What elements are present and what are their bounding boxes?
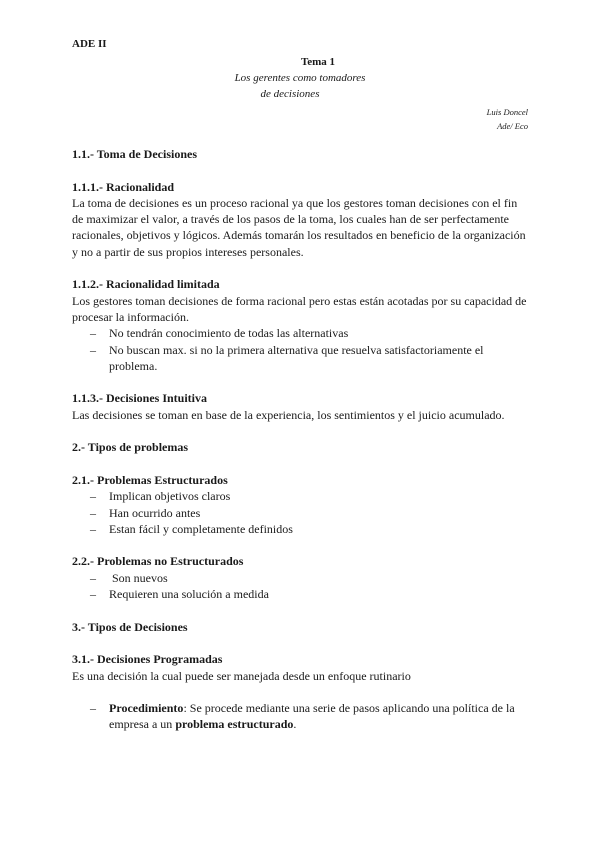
list-item: – Estan fácil y completamente definidos: [72, 521, 530, 537]
procedure-end: .: [293, 717, 297, 732]
list-item: – Han ocurrido antes: [72, 505, 530, 521]
subsection-heading-1-1-2: 1.1.2.- Racionalidad limitada: [72, 277, 220, 292]
paragraph-racionalidad: La toma de decisiones es un proceso racional ya que los gestores toman decisiones con el fin de maximizar el valor, a través de los pasos de la toma, los cuales han de ser perfectamente racionales, objetivos y lógicos. Además tomarán los resultados en beneficio de la organización y no a partir de sus propios intereses personales.: [72, 195, 526, 259]
procedure-emphasis: problema estructurado: [175, 717, 294, 732]
procedure-term: Procedimiento: [109, 701, 184, 716]
subsection-heading-2-1: 2.1.- Problemas Estructurados: [72, 472, 228, 487]
subsection-heading-3-1: 3.1.- Decisiones Programadas: [72, 652, 223, 667]
list-item: – Implican objetivos claros: [72, 488, 530, 504]
subtitle-line-2: de decisiones: [260, 88, 320, 100]
author-block: [487, 105, 528, 133]
author-name: Luis Doncel: [486, 107, 528, 117]
paragraph-racionalidad-limitada: Los gestores toman decisiones de forma racional pero estas están acotadas por su capacidad de procesar la información.: [72, 293, 527, 324]
subsection-heading-1-1-1: 1.1.1.- Racionalidad: [72, 179, 175, 194]
author-program: Ade/ Eco: [497, 121, 528, 131]
bullet-list-racionalidad-limitada: [72, 325, 530, 374]
topic-number: Tema 1: [300, 56, 336, 68]
section-heading-1-1: 1.1.- Toma de Decisiones: [72, 147, 198, 161]
bullet-list-estructurados: [72, 488, 530, 537]
subsection-heading-1-1-3: 1.1.3.- Decisiones Intuitiva: [72, 391, 207, 406]
paragraph-intuitiva: Las decisiones se toman en base de la experiencia, los sentimientos y el juicio acumulado.: [72, 407, 505, 422]
bullet-list-no-estructurados: [72, 570, 530, 603]
course-label: ADE II: [72, 38, 107, 50]
list-item: – No buscan max. si no la primera alternativa que resuelva satisfactoriamente el problema.: [72, 342, 530, 375]
list-item: – Requieren una solución a medida: [72, 586, 530, 602]
subtitle-line-1: Los gerentes como tomadores: [234, 72, 366, 84]
list-item: – Son nuevos: [72, 570, 530, 586]
document-body: [72, 146, 530, 733]
section-heading-3: 3.- Tipos de Decisiones: [72, 619, 188, 634]
subsection-heading-2-2: 2.2.- Problemas no Estructurados: [72, 554, 244, 569]
procedure-text: : Se procede mediante una serie de pasos aplicando una política de la empresa a un: [109, 701, 515, 732]
title-block: [0, 55, 600, 102]
section-heading-2: 2.- Tipos de problemas: [72, 440, 189, 455]
list-item: – No tendrán conocimiento de todas las alternativas: [72, 325, 530, 341]
list-item-procedimiento: [72, 700, 530, 733]
paragraph-programadas: Es una decisión la cual puede ser manejada desde un enfoque rutinario: [72, 668, 411, 683]
document-subtitle: [0, 70, 600, 102]
bullet-list-procedimiento: [72, 700, 530, 733]
